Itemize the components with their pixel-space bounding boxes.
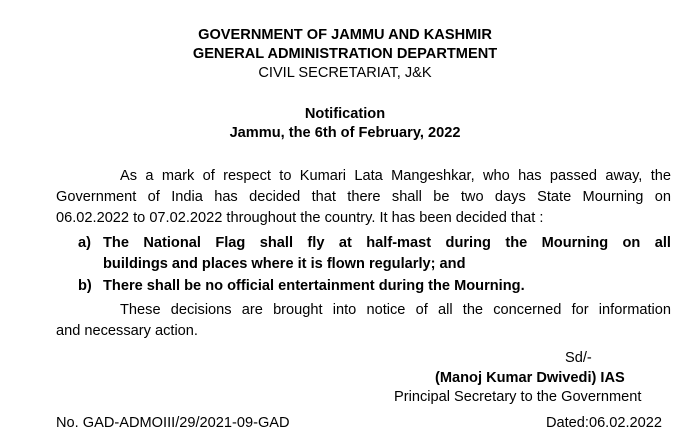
reference-number: No. GAD-ADMOIII/29/2021-09-GAD — [56, 415, 290, 431]
header-secretariat: CIVIL SECRETARIAT, J&K — [258, 65, 432, 81]
list-item-b-line-1: There shall be no official entertainment during the Mourning. — [103, 278, 525, 294]
list-item-a-line-1: The National Flag shall fly at half-mast during the Mourning on all — [103, 235, 671, 251]
list-item-b-label: b) — [78, 278, 92, 294]
header-department: GENERAL ADMINISTRATION DEPARTMENT — [192, 46, 498, 62]
header-government: GOVERNMENT OF JAMMU AND KASHMIR — [198, 27, 492, 43]
paragraph-1-line-3: 06.02.2022 to 07.02.2022 throughout the country. It has been decided that : — [56, 210, 544, 226]
issue-date: Dated:06.02.2022 — [545, 415, 662, 431]
notification-place-date: Jammu, the 6th of February, 2022 — [229, 125, 461, 141]
paragraph-2-line-1: These decisions are brought into notice of all the concerned for information — [120, 302, 671, 318]
signatory-designation: Principal Secretary to the Government — [394, 389, 642, 405]
notification-title: Notification — [304, 106, 386, 122]
signatory-name: (Manoj Kumar Dwivedi) IAS — [435, 370, 625, 386]
paragraph-1-line-1: As a mark of respect to Kumari Lata Mangeshkar, who has passed away, the — [120, 168, 671, 184]
list-item-a-line-2: buildings and places where it is flown regularly; and — [103, 256, 466, 272]
paragraph-2-line-2: and necessary action. — [56, 323, 198, 339]
list-item-a-label: a) — [78, 235, 91, 251]
signature-sd: Sd/- — [565, 350, 592, 366]
paragraph-1-line-2: Government of India has decided that there shall be two days State Mourning on — [56, 189, 671, 205]
